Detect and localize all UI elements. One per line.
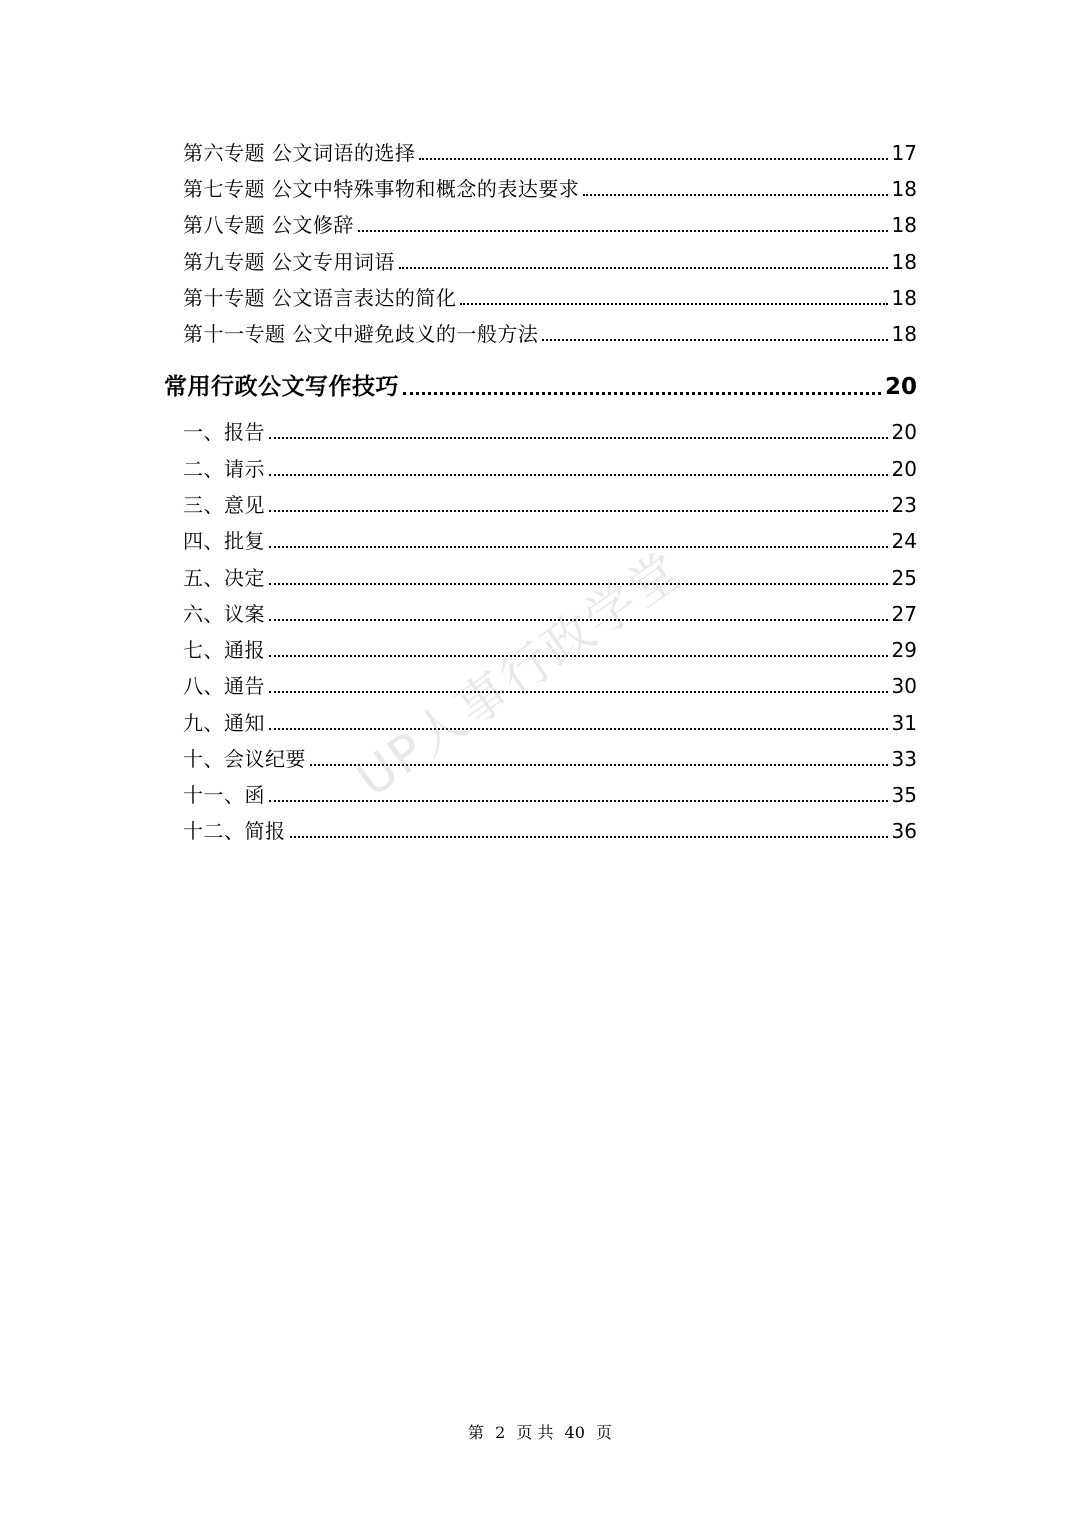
dot-leader xyxy=(269,435,888,439)
dot-leader xyxy=(269,798,888,802)
dot-leader xyxy=(542,337,887,341)
dot-leader xyxy=(269,472,888,476)
dot-leader xyxy=(583,192,887,196)
toc-entry[interactable] xyxy=(183,781,917,809)
toc-entry-label: 十一、函 xyxy=(183,783,265,807)
toc-entry-label: 第十一专题 公文中避免歧义的一般方法 xyxy=(183,322,539,346)
dot-leader xyxy=(269,689,888,693)
toc-entry-page: 36 xyxy=(891,819,917,843)
toc-entry-page: 18 xyxy=(891,250,917,274)
toc-entry-label: 二、请示 xyxy=(183,457,265,481)
toc-entry-label: 第七专题 公文中特殊事物和概念的表达要求 xyxy=(183,177,580,201)
toc-entry[interactable] xyxy=(183,418,917,446)
dot-leader xyxy=(269,508,888,512)
toc-entry-page: 30 xyxy=(891,674,917,698)
toc-entry[interactable] xyxy=(183,817,917,845)
toc-entry-page: 33 xyxy=(891,747,917,771)
footer-suffix: 页 xyxy=(596,1423,613,1442)
toc-entry-page: 23 xyxy=(891,493,917,517)
toc-entry-page: 25 xyxy=(891,566,917,590)
toc-entry[interactable] xyxy=(183,211,917,239)
dot-leader xyxy=(460,301,887,305)
toc-entry-page: 31 xyxy=(891,711,917,735)
footer-current-page: 2 xyxy=(495,1423,506,1442)
toc-entry-label: 第十专题 公文语言表达的简化 xyxy=(183,286,457,310)
toc-entry-label: 十、会议纪要 xyxy=(183,747,306,771)
dot-leader xyxy=(269,726,888,730)
toc-entry[interactable] xyxy=(183,709,917,737)
toc-entry[interactable] xyxy=(183,320,917,348)
toc-entry-label: 三、意见 xyxy=(183,493,265,517)
footer-middle: 页 共 xyxy=(516,1423,554,1442)
toc-entry[interactable] xyxy=(183,527,917,555)
toc-entry-page: 18 xyxy=(891,177,917,201)
toc-entry-page: 18 xyxy=(891,286,917,310)
toc-entry-label: 第八专题 公文修辞 xyxy=(183,213,354,237)
watermark: UP人事行政学堂 xyxy=(345,540,693,809)
page-footer xyxy=(0,1420,1080,1443)
toc-entry-label: 七、通报 xyxy=(183,638,265,662)
dot-leader xyxy=(290,834,888,838)
toc-entry-page: 29 xyxy=(891,638,917,662)
dot-leader xyxy=(269,544,888,548)
toc-entry-label: 五、决定 xyxy=(183,566,265,590)
toc-entry-page: 18 xyxy=(891,213,917,237)
toc-entry[interactable] xyxy=(183,455,917,483)
toc-entry[interactable] xyxy=(183,175,917,203)
footer-prefix: 第 xyxy=(467,1423,484,1442)
dot-leader xyxy=(399,265,888,269)
footer-total-pages: 40 xyxy=(564,1423,585,1442)
toc-entry-label: 九、通知 xyxy=(183,711,265,735)
toc-entry[interactable] xyxy=(183,139,917,167)
toc-entry-page: 20 xyxy=(891,457,917,481)
toc-entry[interactable] xyxy=(183,564,917,592)
toc-entry[interactable] xyxy=(183,248,917,276)
toc-entry-label: 四、批复 xyxy=(183,529,265,553)
toc-entry-label: 十二、简报 xyxy=(183,819,286,843)
toc-entry-page: 20 xyxy=(891,420,917,444)
toc-entry-label: 第六专题 公文词语的选择 xyxy=(183,141,416,165)
toc-entry-page: 17 xyxy=(891,141,917,165)
dot-leader xyxy=(419,156,887,160)
toc-entry-label: 一、报告 xyxy=(183,420,265,444)
toc-section-label: 常用行政公文写作技巧 xyxy=(164,374,399,400)
toc-section-heading[interactable] xyxy=(164,371,917,403)
dot-leader xyxy=(358,228,888,232)
dot-leader xyxy=(403,390,881,395)
toc-entry-label: 六、议案 xyxy=(183,602,265,626)
toc-entry-page: 18 xyxy=(891,322,917,346)
toc-entry-label: 第九专题 公文专用词语 xyxy=(183,250,395,274)
toc-entry-label: 八、通告 xyxy=(183,674,265,698)
toc-entry-page: 35 xyxy=(891,783,917,807)
toc-entry-page: 24 xyxy=(891,529,917,553)
toc-entry-page: 27 xyxy=(891,602,917,626)
toc-entry[interactable] xyxy=(183,284,917,312)
toc-entry[interactable] xyxy=(183,491,917,519)
toc-entry[interactable] xyxy=(183,745,917,773)
toc-section-page: 20 xyxy=(884,374,917,400)
